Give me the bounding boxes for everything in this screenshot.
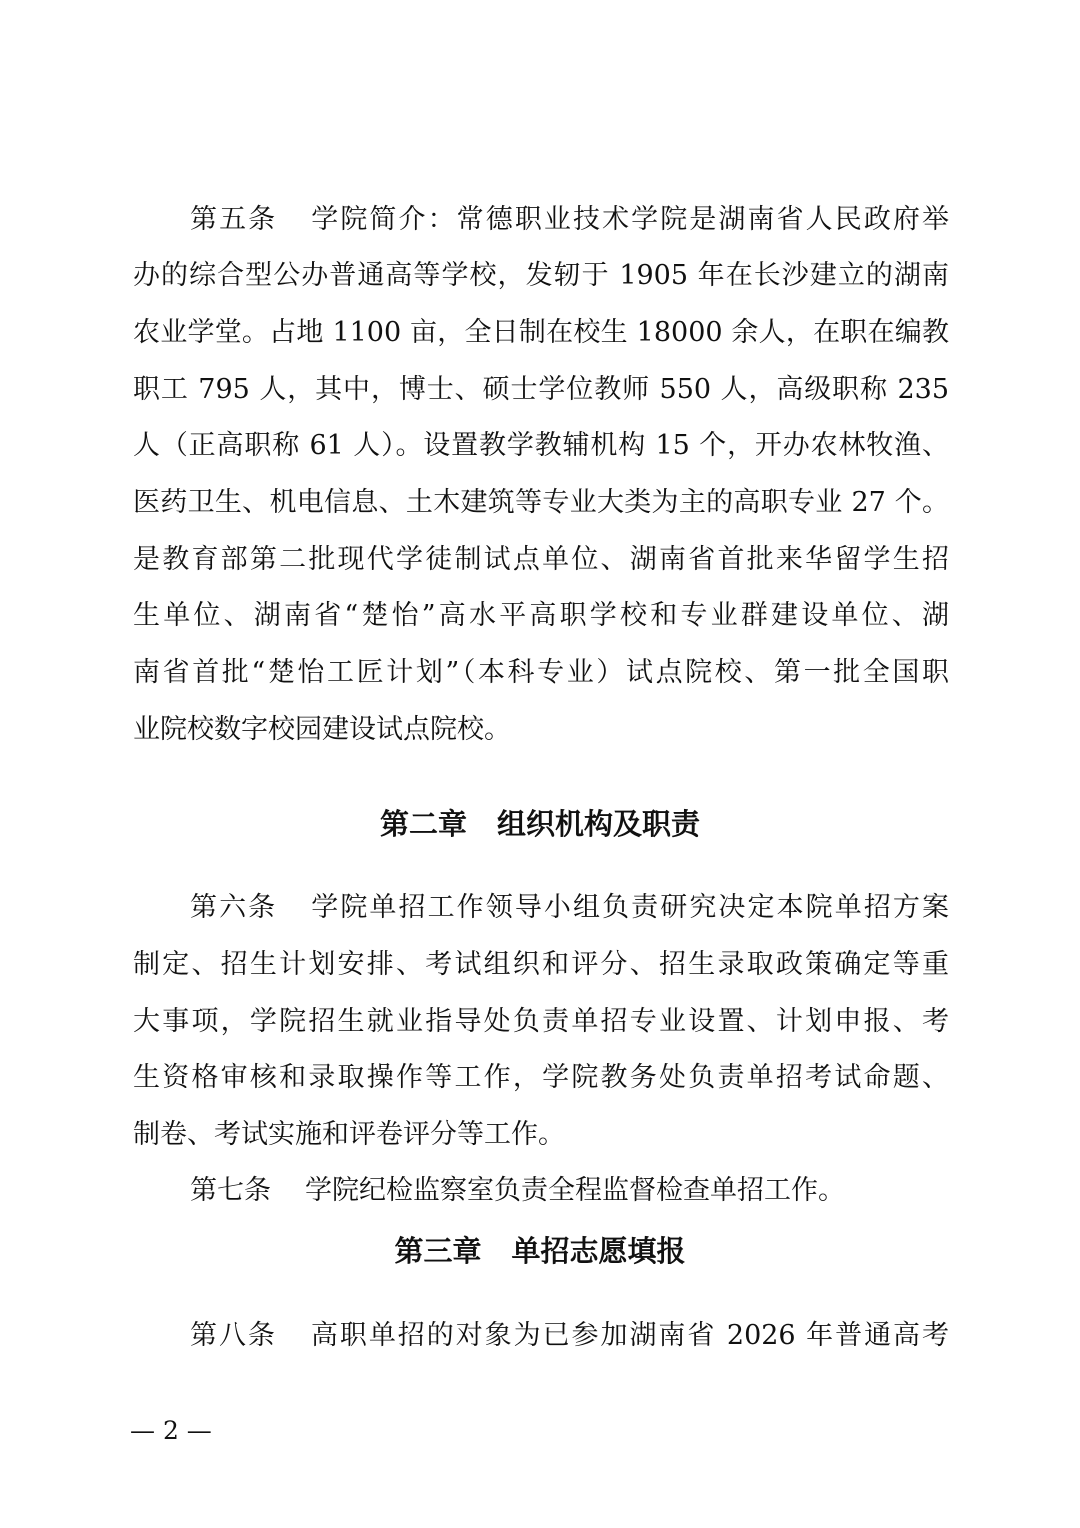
article-7-text: 学院纪检监察室负责全程监督检查单招工作。 [305, 1175, 845, 1206]
article-6-line-3: 大事项，学院招生就业指导处负责单招专业设置、计划申报、考 [133, 1006, 949, 1037]
article-7-line [190, 1171, 949, 1211]
article-6-label: 第六条 [190, 892, 278, 923]
article-8-label: 第八条 [190, 1320, 277, 1351]
article-5-line-8: 生单位、湖南省“楚怡”高水平高职学校和专业群建设单位、湖 [133, 600, 949, 631]
article-5-line-7: 是教育部第二批现代学徒制试点单位、湖南省首批来华留学生招 [133, 544, 949, 575]
article-6-line-4: 生资格审核和录取操作等工作，学院教务处负责单招考试命题、 [133, 1062, 949, 1093]
article-5-label: 第五条 [190, 204, 278, 235]
article-6-line-2: 制定、招生计划安排、考试组织和评分、招生录取政策确定等重 [133, 949, 949, 980]
article-6-line-5: 制卷、考试实施和评卷评分等工作。 [133, 1119, 565, 1150]
article-5-line-3: 农业学堂。占地 1100 亩，全日制在校生 18000 余人，在职在编教 [133, 317, 949, 348]
article-8-text: 高职单招的对象为已参加湖南省 2026 年普通高考 [310, 1320, 949, 1351]
chapter-3-heading [0, 1229, 1080, 1273]
article-5-line-5: 人（正高职称 61 人）。设置教学教辅机构 15 个，开办农林牧渔、 [133, 430, 949, 461]
page-number: — 2 — [130, 1416, 212, 1445]
article-5-line-9: 南省首批“楚怡工匠计划”（本科专业）试点院校、第一批全国职 [133, 657, 949, 688]
article-6-line-1: 第六条 学院单招工作领导小组负责研究决定本院单招方案 [190, 892, 949, 923]
article-5-line-10: 业院校数字校园建设试点院校。 [133, 714, 511, 745]
chapter-2-number: 第二章 [379, 807, 467, 841]
chapter-2-heading [0, 802, 1080, 846]
article-7-label: 第七条 [190, 1175, 271, 1206]
chapter-2-title: 组织机构及职责 [497, 807, 701, 841]
article-8-line [190, 1316, 949, 1356]
article-5-line-1: 第五条 学院简介：常德职业技术学院是湖南省人民政府举 [190, 204, 949, 235]
article-5-line-6: 医药卫生、机电信息、土木建筑等专业大类为主的高职专业 27 个。 [133, 487, 949, 518]
chapter-3-title: 单招志愿填报 [511, 1234, 686, 1268]
chapter-3-number: 第三章 [394, 1234, 482, 1268]
article-5-line-2: 办的综合型公办普通高等学校，发轫于 1905 年在长沙建立的湖南 [133, 260, 949, 291]
article-5-line-4: 职工 795 人，其中，博士、硕士学位教师 550 人，高级职称 235 [133, 374, 949, 405]
